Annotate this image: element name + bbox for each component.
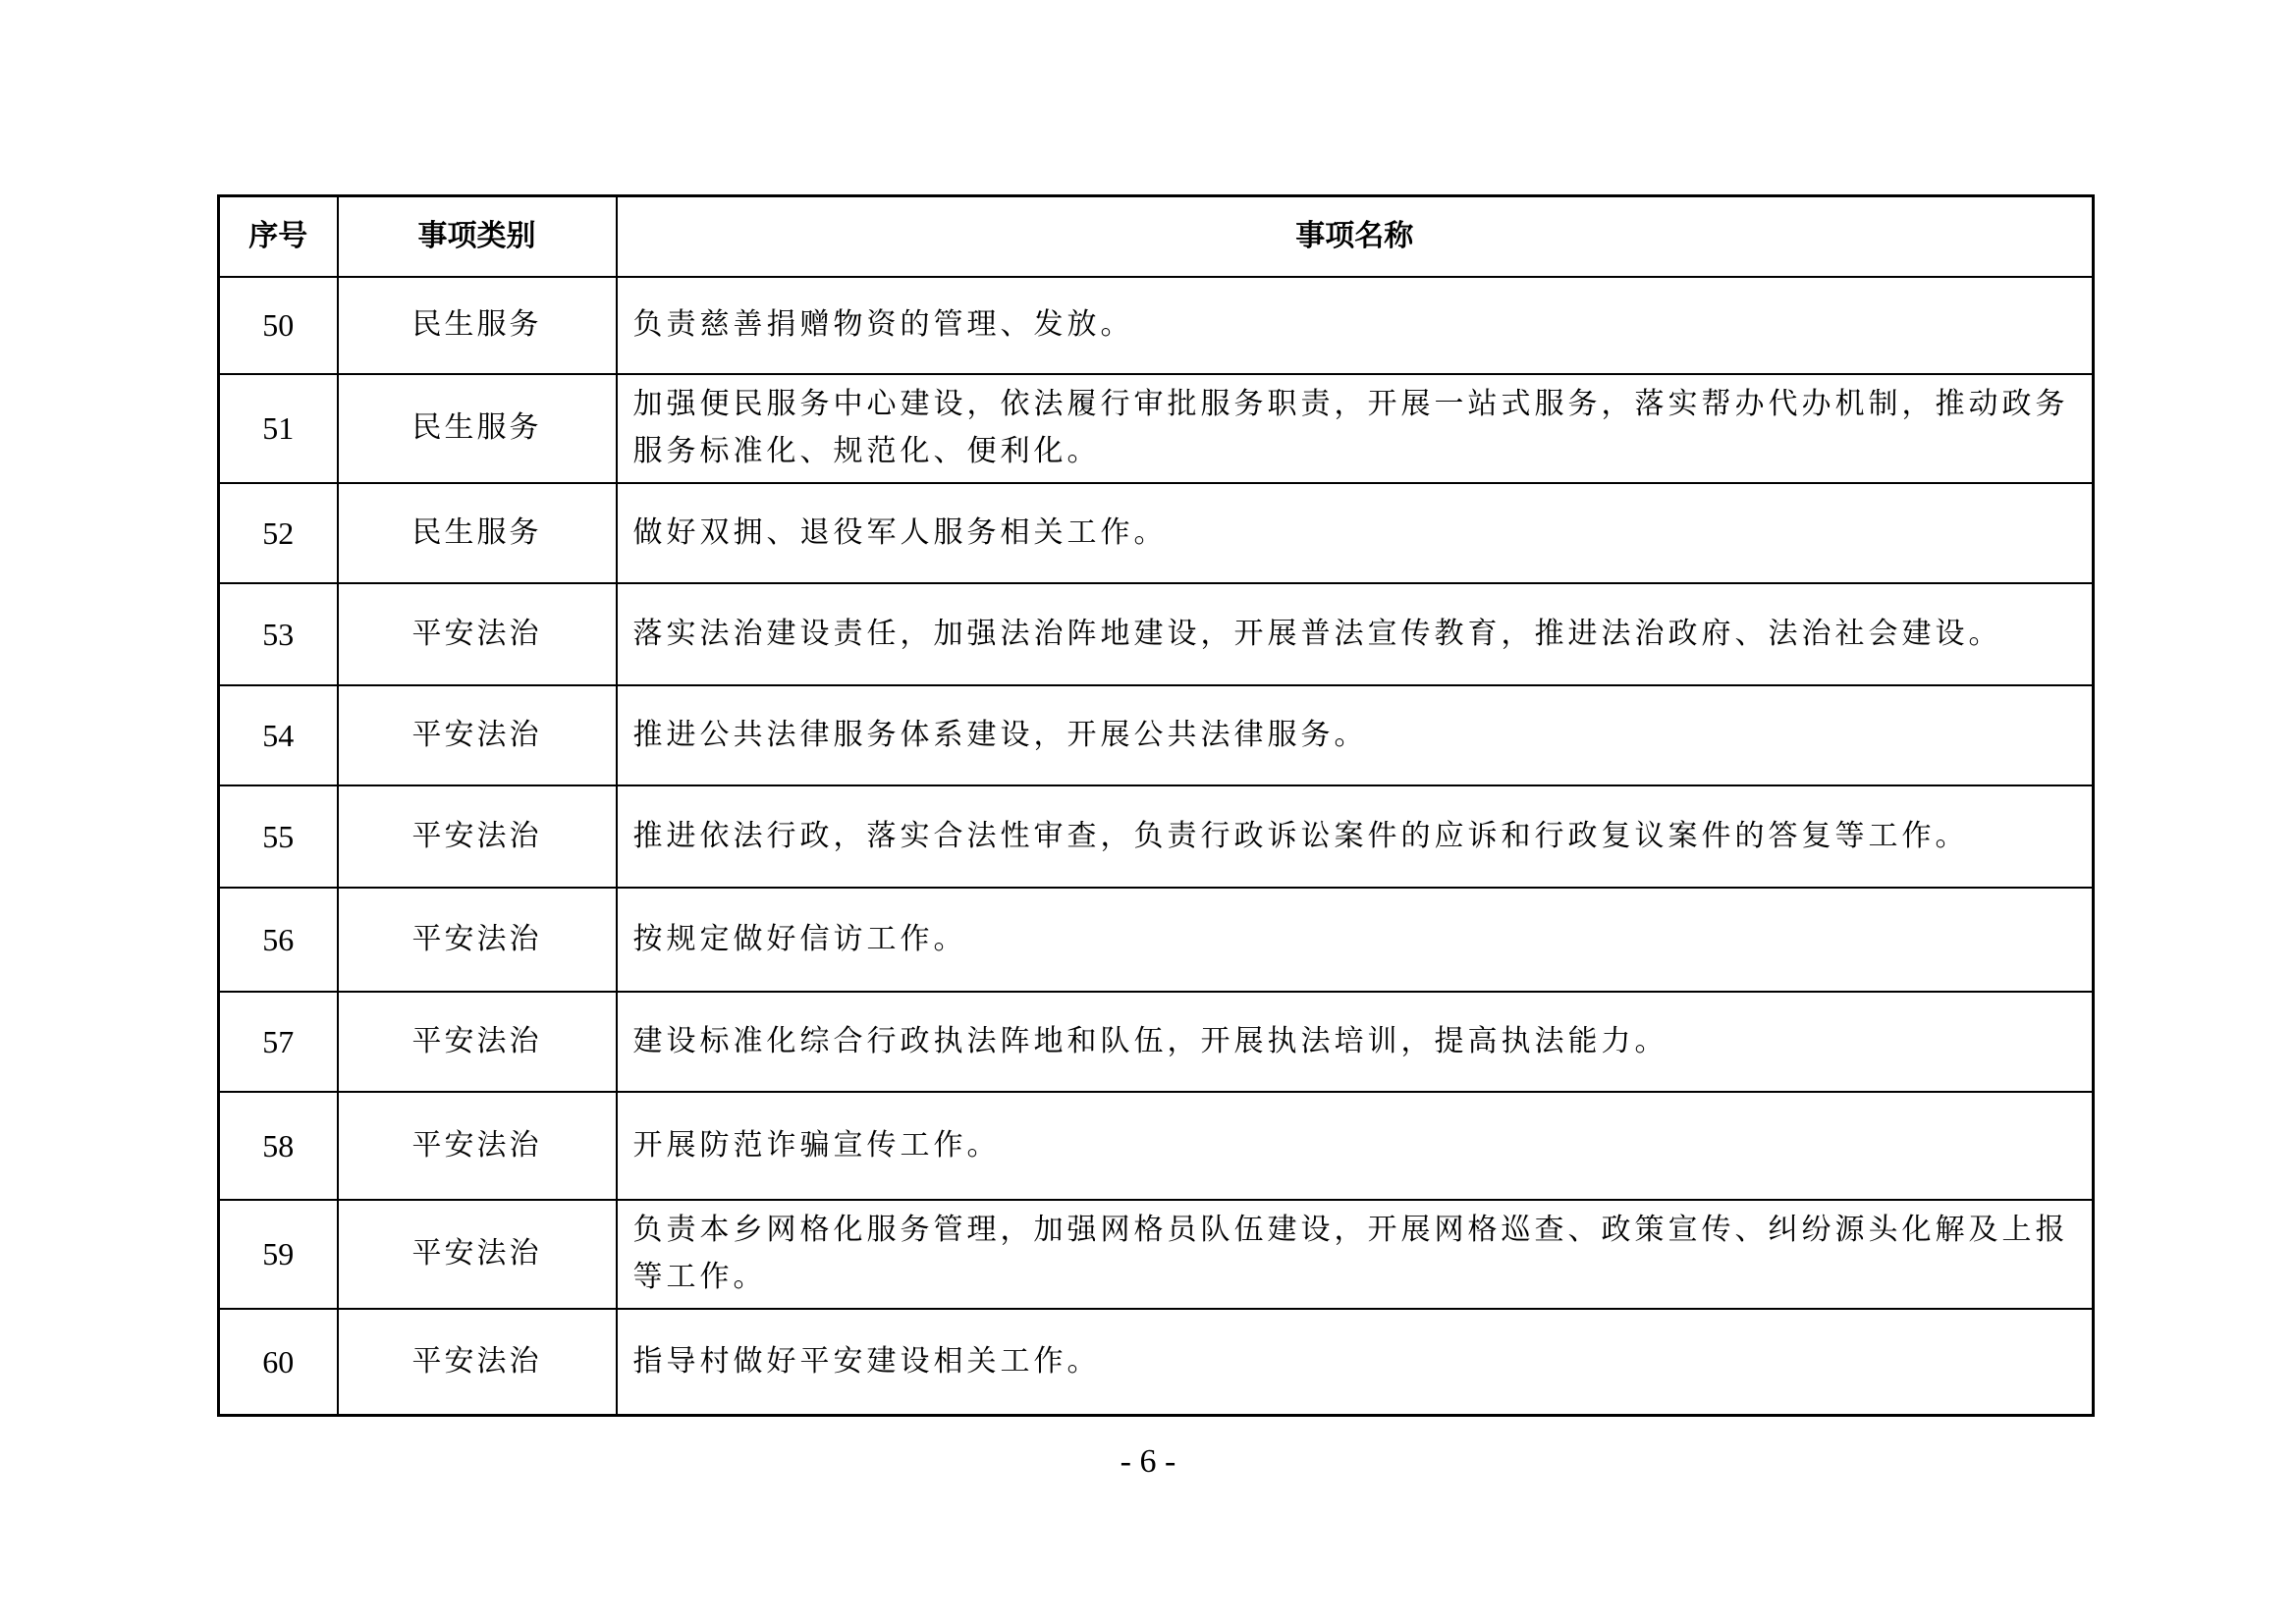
row-item-name: 加强便民服务中心建设，依法履行审批服务职责，开展一站式服务，落实帮办代办机制，推动政务服务标准化、规范化、便利化。 — [617, 374, 2094, 483]
row-category: 平安法治 — [338, 1200, 617, 1309]
row-number: 58 — [219, 1092, 338, 1200]
table-row — [219, 483, 2094, 583]
table-row — [219, 1092, 2094, 1200]
header-category: 事项类别 — [338, 196, 617, 277]
row-item-name: 做好双拥、退役军人服务相关工作。 — [617, 483, 2094, 583]
row-number: 53 — [219, 583, 338, 685]
row-category: 平安法治 — [338, 992, 617, 1092]
table-row — [219, 992, 2094, 1092]
table-row — [219, 1200, 2094, 1309]
row-item-name: 推进依法行政，落实合法性审查，负责行政诉讼案件的应诉和行政复议案件的答复等工作。 — [617, 785, 2094, 888]
row-item-name: 按规定做好信访工作。 — [617, 888, 2094, 992]
table-row — [219, 685, 2094, 785]
row-number: 59 — [219, 1200, 338, 1309]
row-category: 民生服务 — [338, 374, 617, 483]
table-row — [219, 277, 2094, 374]
items-table — [217, 194, 2095, 1417]
row-item-name: 负责本乡网格化服务管理，加强网格员队伍建设，开展网格巡查、政策宣传、纠纷源头化解及上报等工作。 — [617, 1200, 2094, 1309]
row-category: 平安法治 — [338, 1309, 617, 1416]
row-item-name: 推进公共法律服务体系建设，开展公共法律服务。 — [617, 685, 2094, 785]
row-item-name: 负责慈善捐赠物资的管理、发放。 — [617, 277, 2094, 374]
row-category: 平安法治 — [338, 583, 617, 685]
row-item-name: 指导村做好平安建设相关工作。 — [617, 1309, 2094, 1416]
header-item-name: 事项名称 — [617, 196, 2094, 277]
row-category: 平安法治 — [338, 1092, 617, 1200]
row-category: 平安法治 — [338, 785, 617, 888]
page-number: - 6 - — [1120, 1443, 1176, 1480]
row-category: 民生服务 — [338, 277, 617, 374]
table-row — [219, 888, 2094, 992]
table-header-row — [219, 196, 2094, 277]
row-item-name: 落实法治建设责任，加强法治阵地建设，开展普法宣传教育，推进法治政府、法治社会建设。 — [617, 583, 2094, 685]
row-category: 平安法治 — [338, 685, 617, 785]
table-row — [219, 583, 2094, 685]
row-category: 民生服务 — [338, 483, 617, 583]
row-number: 50 — [219, 277, 338, 374]
table-row — [219, 374, 2094, 483]
row-item-name: 建设标准化综合行政执法阵地和队伍，开展执法培训，提高执法能力。 — [617, 992, 2094, 1092]
row-number: 55 — [219, 785, 338, 888]
row-number: 57 — [219, 992, 338, 1092]
row-item-name: 开展防范诈骗宣传工作。 — [617, 1092, 2094, 1200]
header-number: 序号 — [219, 196, 338, 277]
row-number: 51 — [219, 374, 338, 483]
row-number: 60 — [219, 1309, 338, 1416]
row-number: 52 — [219, 483, 338, 583]
row-number: 54 — [219, 685, 338, 785]
table-row — [219, 785, 2094, 888]
row-number: 56 — [219, 888, 338, 992]
table-row — [219, 1309, 2094, 1416]
row-category: 平安法治 — [338, 888, 617, 992]
